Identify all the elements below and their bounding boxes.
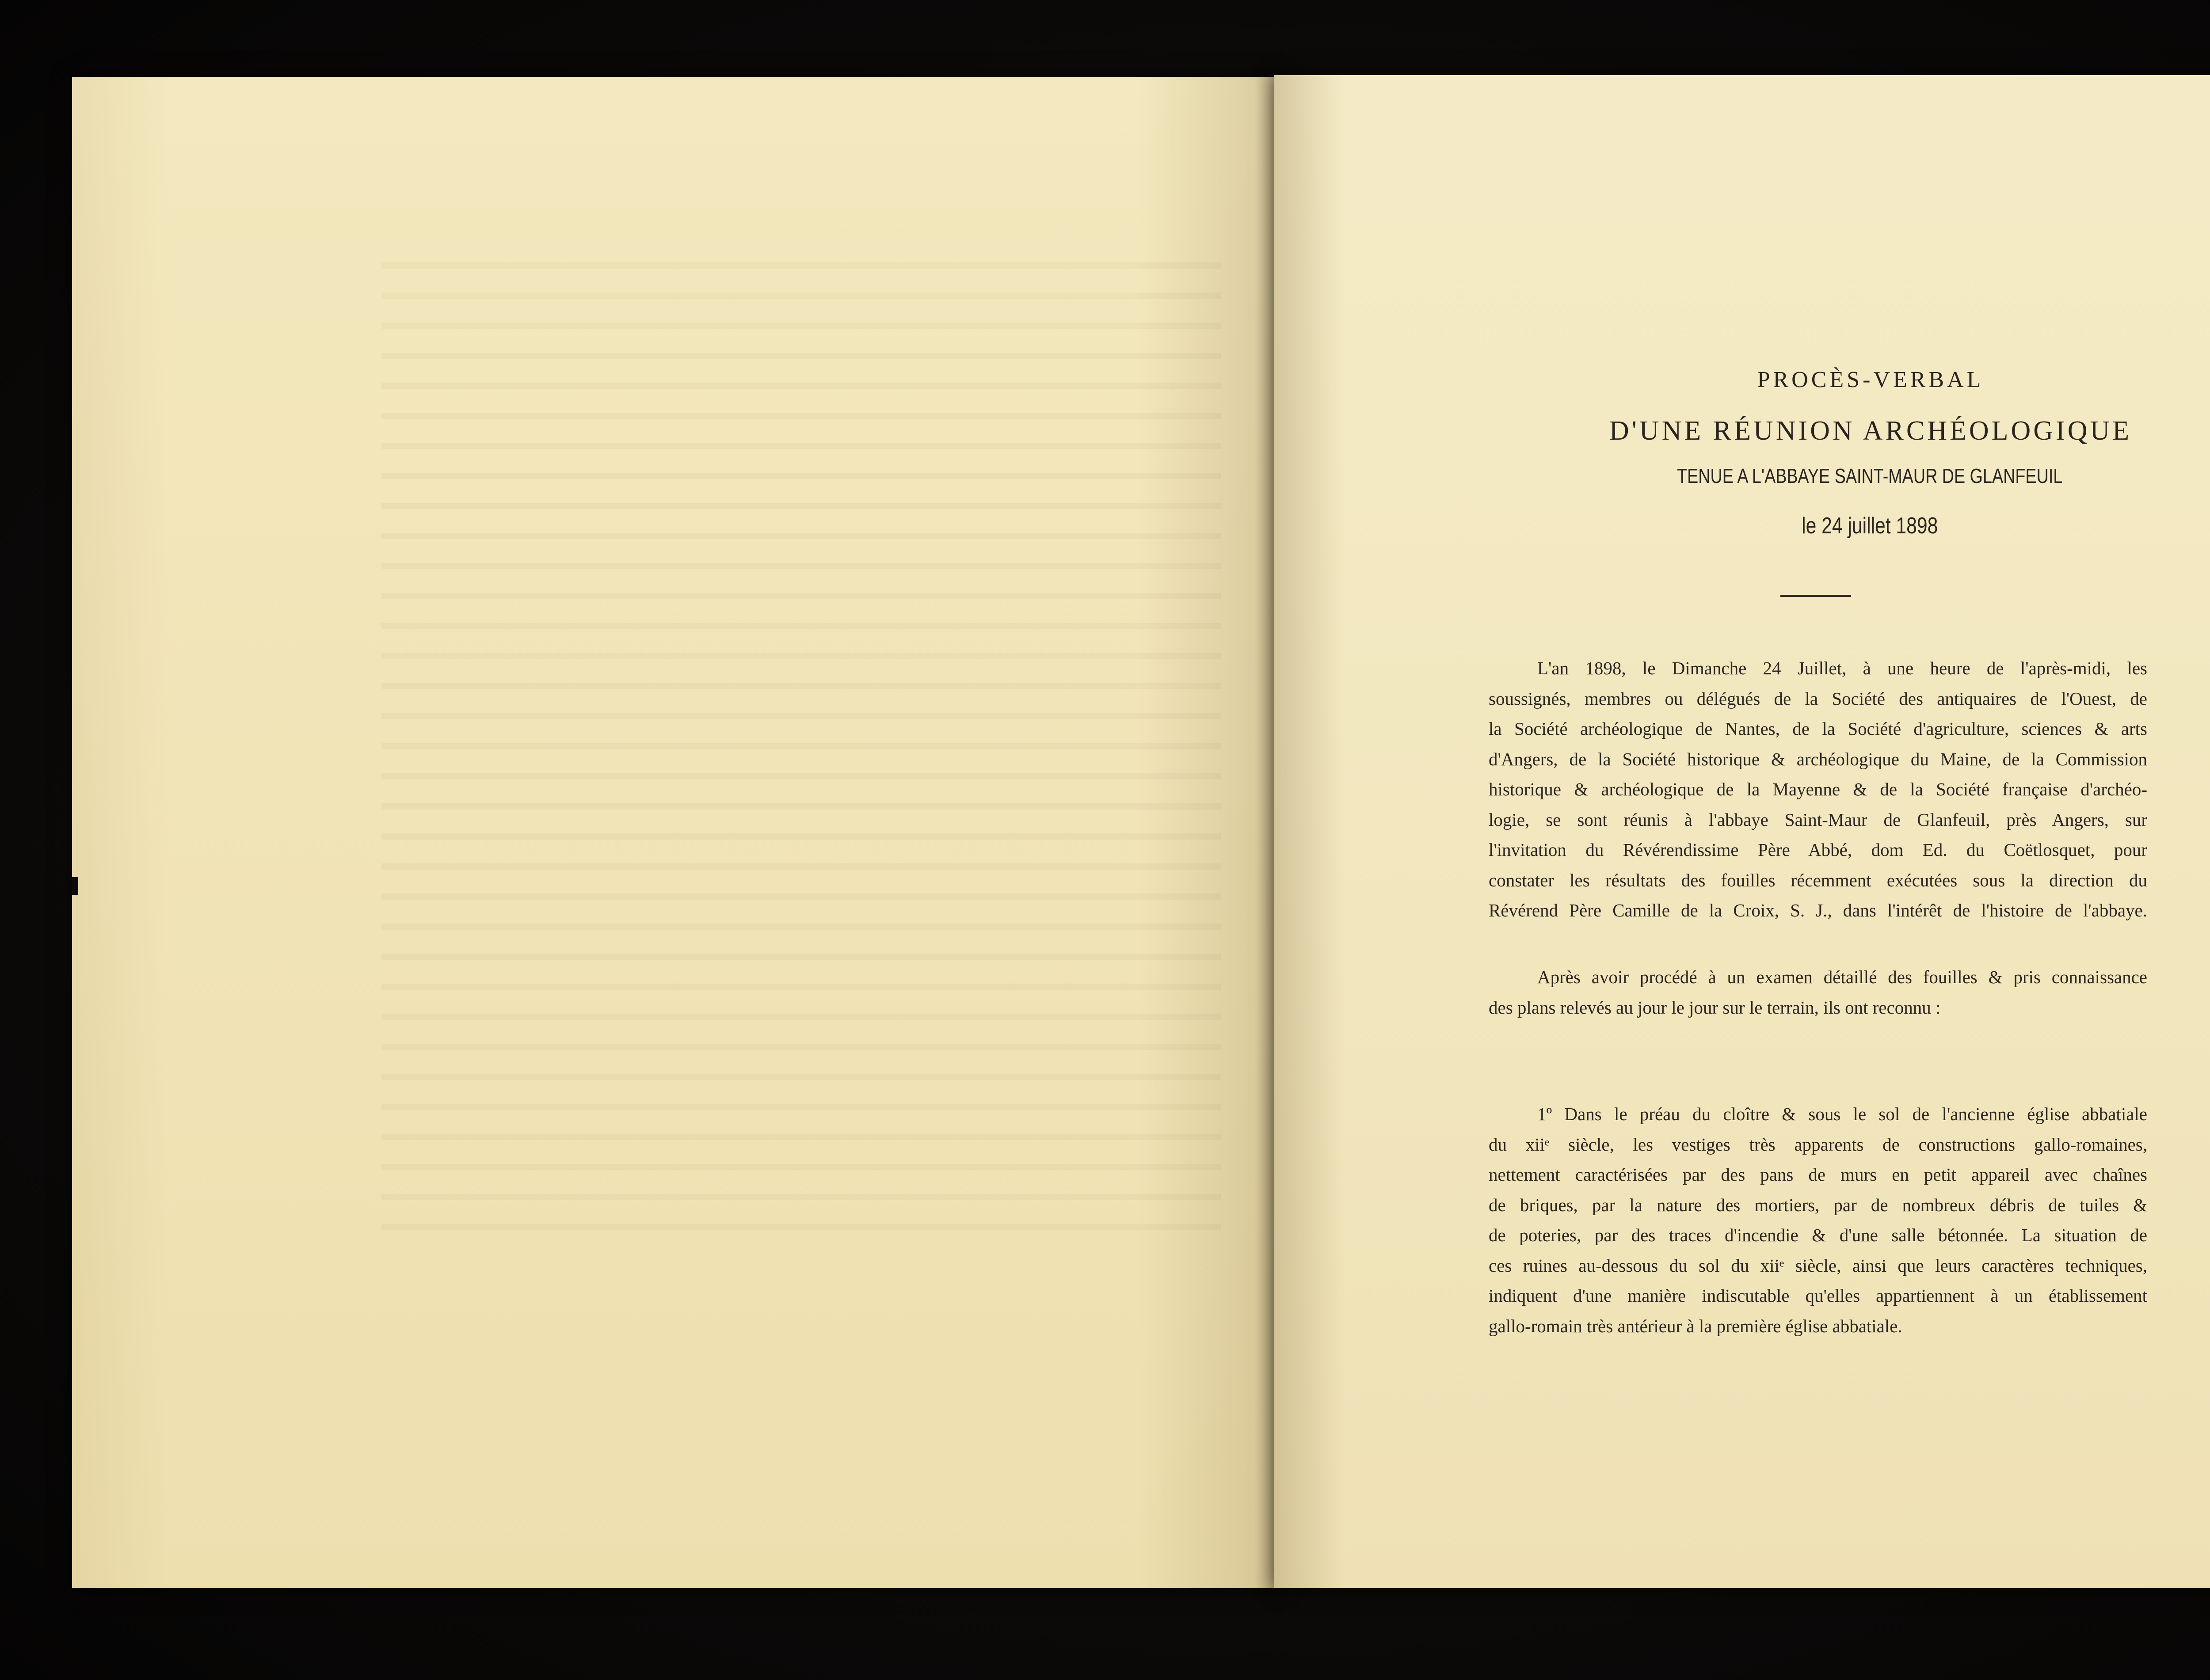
text-line: d'Angers, de la Société historique & archéologique du Maine, de la Commission	[1489, 749, 2147, 769]
body-text	[1489, 75, 2147, 1588]
text-line: gallo-romain très antérieur à la première église abbatiale.	[1489, 1315, 1902, 1336]
paragraph-1	[1489, 653, 2147, 926]
text-line: Après avoir procédé à un examen détaillé des fouilles & pris connaissance	[1537, 967, 2147, 987]
text-line: nettement caractérisées par des pans de murs en petit appareil avec chaînes	[1489, 1164, 2147, 1185]
text-line: de poteries, par des traces d'incendie & d'une salle bétonnée. La situation de	[1489, 1225, 2147, 1245]
text-line: indiquent d'une manière indiscutable qu'elles appartiennent à un établissement	[1489, 1285, 2147, 1306]
heading-proces-verbal: PROCÈS-VERBAL	[1757, 367, 1984, 392]
text-line: du xiiᵉ siècle, les vestiges très apparents de constructions gallo-romaines,	[1489, 1134, 2147, 1155]
text-line: logie, se sont réunis à l'abbaye Saint-Maur de Glanfeuil, près Angers, sur	[1489, 809, 2147, 830]
heading-reunion: D'UNE RÉUNION ARCHÉOLOGIQUE	[1609, 416, 2132, 446]
paragraph-2	[1489, 962, 2147, 1022]
paragraph-3	[1489, 1099, 2147, 1341]
text-line: L'an 1898, le Dimanche 24 Juillet, à une heure de l'après-midi, les	[1537, 658, 2147, 678]
text-line: des plans relevés au jour le jour sur le terrain, ils ont reconnu :	[1489, 997, 1941, 1018]
text-line: historique & archéologique de la Mayenne & de la Société française d'archéo-	[1489, 779, 2147, 799]
text-line: ces ruines au-dessous du sol du xiiᵉ siècle, ainsi que leurs caractères techniques,	[1489, 1255, 2147, 1276]
fold-notch-left	[72, 877, 78, 895]
heading-date: le 24 juillet 1898	[1802, 513, 1938, 539]
text-line: constater les résultats des fouilles récemment exécutées sous la direction du	[1489, 870, 2147, 890]
text-line: soussignés, membres ou délégués de la Société des antiquaires de l'Ouest, de	[1489, 688, 2147, 709]
text-line: la Société archéologique de Nantes, de la Société d'agriculture, sciences & arts	[1489, 718, 2147, 739]
text-line: de briques, par la nature des mortiers, par de nombreux débris de tuiles &	[1489, 1194, 2147, 1215]
text-line: l'invitation du Révérendissime Père Abbé, dom Ed. du Coëtlosquet, pour	[1489, 840, 2147, 860]
right-page	[1274, 75, 2210, 1588]
text-line: Révérend Père Camille de la Croix, S. J., dans l'intérêt de l'histoire de l'abbaye.	[1489, 900, 2147, 920]
text-line: 1º Dans le préau du cloître & sous le sol de l'ancienne église abbatiale	[1537, 1104, 2147, 1124]
left-page	[72, 77, 1284, 1588]
bleed-through-texture	[381, 262, 1221, 1235]
heading-subtitle: TENUE A L'ABBAYE SAINT-MAUR DE GLANFEUIL	[1677, 464, 2063, 487]
